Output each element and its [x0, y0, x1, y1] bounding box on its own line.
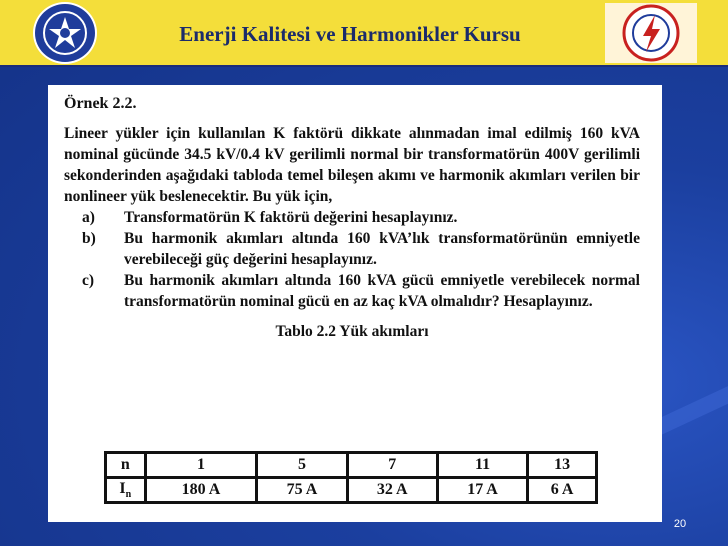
item-letter: b)	[82, 230, 96, 247]
item-text: Transformatörün K faktörü değerini hesaplayınız.	[124, 209, 458, 226]
table-caption: Tablo 2.2 Yük akımları	[275, 323, 429, 340]
tesas-lightning-logo-icon	[604, 2, 698, 64]
example-title: Örnek 2.2.	[64, 95, 137, 112]
list-item	[64, 207, 640, 228]
table-cell: 5	[257, 453, 347, 478]
list-item	[64, 228, 640, 270]
current-symbol: I	[119, 479, 126, 497]
table-cell: 7	[347, 453, 437, 478]
table-cell: 75 A	[257, 478, 347, 503]
table-cell: 32 A	[347, 478, 437, 503]
list-item	[64, 270, 640, 312]
table-cell: n	[106, 453, 146, 478]
problem-paragraph: Lineer yükler için kullanılan K faktörü dikkate alınmadan imal edilmiş 160 kVA nominal gücünde 34.5 kV/0.4 kV gerilimli normal bir transformatörün 400V gerilimli sekonderinden aşağıdaki tabloda temel bileşen akımı ve harmonik akımları verilen bir nonlineer yük beslenecektir. Bu yük için,	[64, 125, 640, 205]
table-row	[106, 453, 597, 478]
page-title: Enerji Kalitesi ve Harmonikler Kursu	[179, 22, 521, 46]
table-cell: 180 A	[145, 478, 257, 503]
page-number: 20	[673, 518, 687, 530]
example-document	[64, 93, 640, 342]
table-row	[106, 478, 597, 503]
table-cell: 1	[145, 453, 257, 478]
table-cell: 11	[437, 453, 527, 478]
table-cell: 17 A	[437, 478, 527, 503]
university-seal-icon	[33, 2, 97, 64]
table-cell: 6 A	[528, 478, 597, 503]
load-current-table	[104, 451, 598, 504]
item-letter: c)	[82, 272, 95, 289]
item-text: Bu harmonik akımları altında 160 kVA gücü emniyetle verebilecek normal transformatörün nominal gücü en az kaç kVA olmalıdır? Hesaplayınız.	[124, 272, 640, 310]
item-text: Bu harmonik akımları altında 160 kVA’lık transformatörünün emniyetle verebileceği güç değerini hesaplayınız.	[124, 230, 640, 268]
table-cell	[106, 478, 146, 503]
current-subscript: n	[125, 489, 132, 501]
table-cell: 13	[528, 453, 597, 478]
question-list	[64, 207, 640, 312]
header-bar	[0, 0, 728, 67]
item-letter: a)	[82, 209, 95, 226]
